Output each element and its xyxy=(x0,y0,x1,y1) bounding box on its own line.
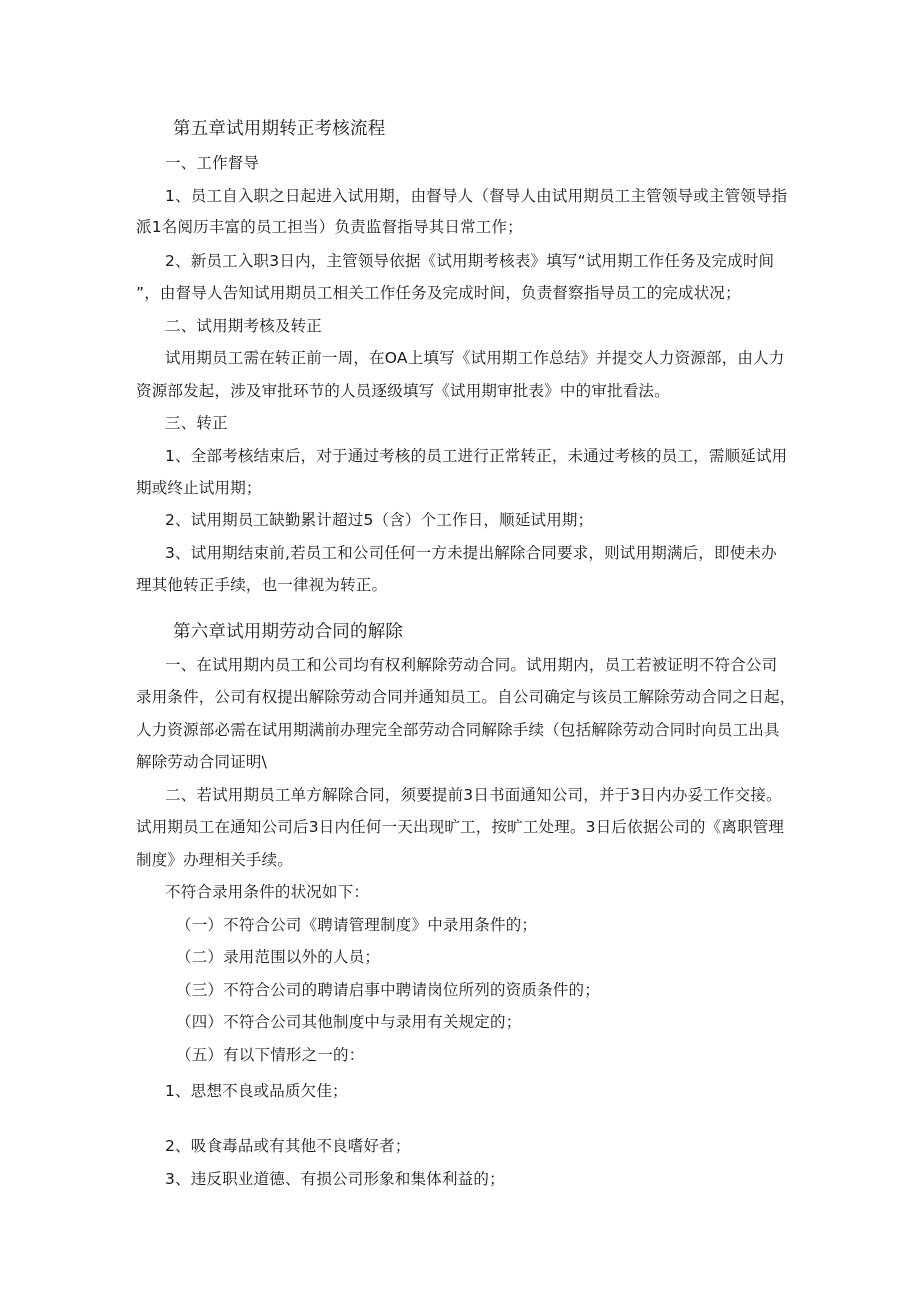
paragraph-line: 人力资源部必需在试用期满前办理完全部劳动合同解除手续（包括解除劳动合同时向员工出具 xyxy=(136,721,780,739)
condition-item: （一）不符合公司《聘请管理制度》中录用条件的； xyxy=(176,916,538,934)
condition-item: （三）不符合公司的聘请启事中聘请岗位所列的资质条件的； xyxy=(176,981,600,999)
paragraph-line: 1、员工自入职之日起进入试用期，由督导人（督导人由试用期员工主管领导或主管领导指 xyxy=(165,187,788,205)
paragraph-line: 资源部发起，涉及审批环节的人员逐级填写《试用期审批表》中的审批看法。 xyxy=(136,382,670,400)
paragraph-line: 录用条件，公司有权提出解除劳动合同并通知员工。自公司确定与该员工解除劳动合同之日起， xyxy=(136,688,796,706)
paragraph-line: 期或终止试用期； xyxy=(136,479,262,497)
paragraph-line: 2、新员工入职3日内，主管领导依据《试用期考核表》填写“试用期工作任务及完成时间 xyxy=(165,252,775,270)
chapter5-title: 第五章试用期转正考核流程 xyxy=(173,119,386,139)
condition-item: （四）不符合公司其他制度中与录用有关规定的； xyxy=(176,1013,522,1031)
paragraph-line: ”，由督导人告知试用期员工相关工作任务及完成时间，负责督察指导员工的完成状况； xyxy=(136,284,741,302)
paragraph-line: 2、试用期员工缺勤累计超过5（含）个工作日，顺延试用期； xyxy=(165,511,594,529)
paragraph-line: 试用期员工需在转正前一周，在OA上填写《试用期工作总结》并提交人力资源部，由人力 xyxy=(165,349,785,367)
paragraph-line: 3、试用期结束前,若员工和公司任何一方未提出解除合同要求，则试用期满后，即使未办 xyxy=(165,544,777,562)
paragraph-line: 一、在试用期内员工和公司均有权利解除劳动合同。试用期内，员工若被证明不符合公司 xyxy=(165,656,778,674)
paragraph-line: 1、全部考核结束后，对于通过考核的员工进行正常转正，未通过考核的员工，需顺延试用 xyxy=(165,447,788,465)
section-heading-assessment: 二、试用期考核及转正 xyxy=(165,317,323,335)
paragraph-line: 制度》办理相关手续。 xyxy=(136,851,294,869)
paragraph-line: 二、若试用期员工单方解除合同，须要提前3日书面通知公司，并于3日内办妥工作交接。 xyxy=(165,786,782,804)
list-item: 1、思想不良或品质欠佳； xyxy=(165,1082,348,1100)
chapter6-title: 第六章试用期劳动合同的解除 xyxy=(173,622,404,642)
list-item: 2、吸食毒品或有其他不良嗜好者； xyxy=(165,1137,411,1155)
paragraph-line: 解除劳动合同证明\ xyxy=(136,753,268,771)
condition-item: （二）录用范围以外的人员； xyxy=(176,948,381,966)
paragraph-line: 试用期员工在通知公司后3日内任何一天出现旷工，按旷工处理。3日后依据公司的《离职管理 xyxy=(136,818,785,836)
section-heading-regularization: 三、转正 xyxy=(165,414,228,432)
paragraph-line: 理其他转正手续，也一律视为转正。 xyxy=(136,576,388,594)
conditions-intro: 不符合录用条件的状况如下： xyxy=(165,883,370,901)
section-heading-work-supervision: 一、工作督导 xyxy=(165,154,260,172)
condition-item: （五）有以下情形之一的： xyxy=(176,1046,365,1064)
list-item: 3、违反职业道德、有损公司形象和集体利益的； xyxy=(165,1170,505,1188)
paragraph-line: 派1名阅历丰富的员工担当）负责监督指导其日常工作； xyxy=(136,218,523,236)
